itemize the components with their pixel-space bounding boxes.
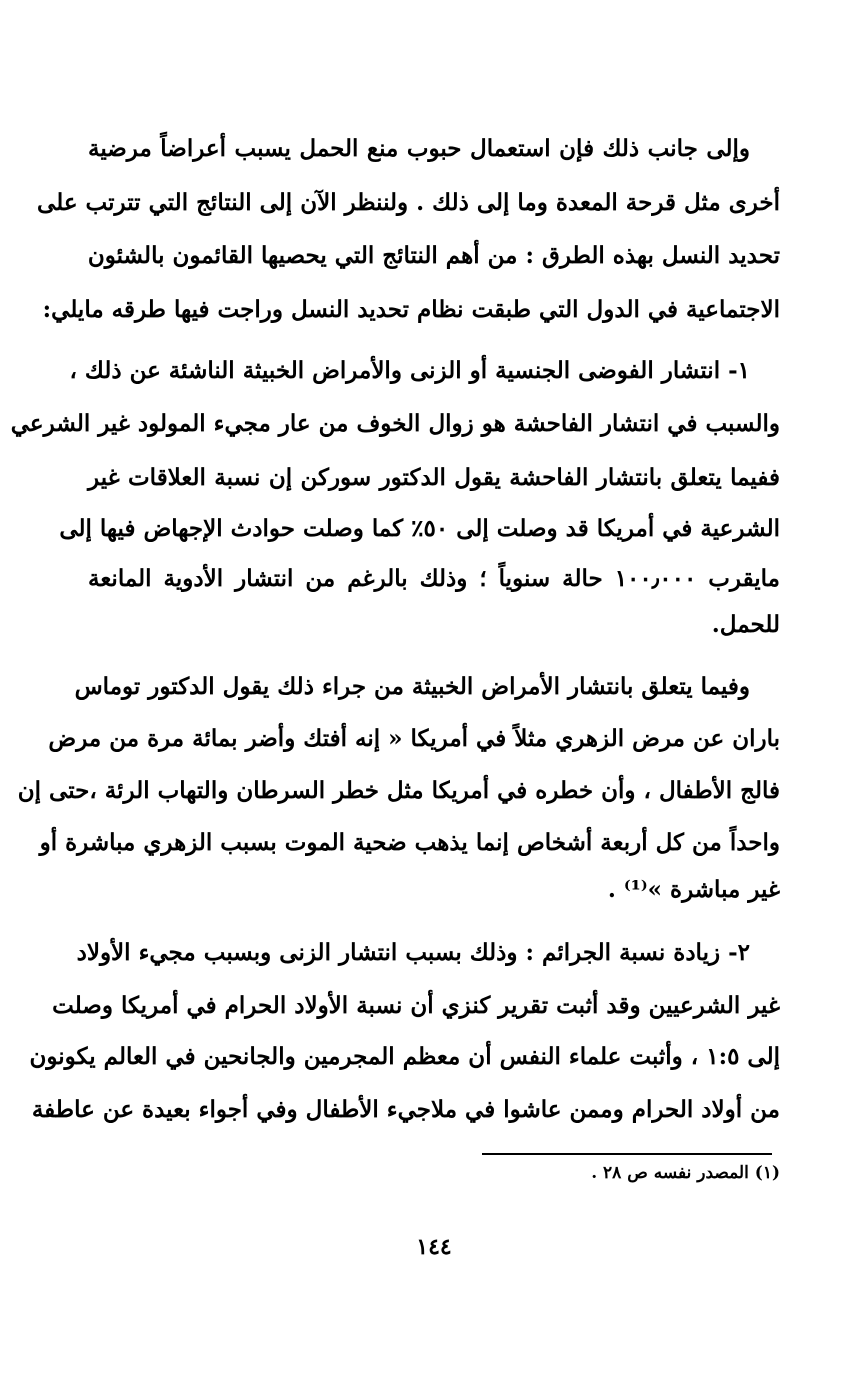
- footnote-separator: [482, 1153, 772, 1155]
- paragraph-2-line-3: ففيما يتعلق بانتشار الفاحشة يقول الدكتور سوركن إن نسبة العلاقات غير: [88, 464, 780, 491]
- paragraph-3-line-1: وفيما يتعلق بانتشار الأمراض الخبيثة من جراء ذلك يقول الدكتور توماس: [74, 673, 750, 700]
- page-number: ١٤٤: [416, 1234, 452, 1260]
- paragraph-4-line-3: إلى ١:٥ ، وأثبت علماء النفس أن معظم المجرمين والجانحين في العالم يكونون: [29, 1043, 780, 1070]
- paragraph-3-line-5: غير مباشرة »⁽¹⁾ .: [607, 876, 780, 903]
- footnote: (١) المصدر نفسه ص ٢٨ .: [591, 1163, 780, 1183]
- paragraph-2-line-6: للحمل.: [711, 611, 780, 638]
- paragraph-1-line-4: الاجتماعية في الدول التي طبقت نظام تحديد النسل وراجت فيها طرقه مايلي:: [42, 296, 780, 323]
- paragraph-1-line-1: وإلى جانب ذلك فإن استعمال حبوب منع الحمل يسبب أعراضاً مرضية: [88, 135, 750, 162]
- paragraph-2-line-5: مايقرب ١٠٠٫٠٠٠ حالة سنوياً ؛ وذلك بالرغم من انتشار الأدوية المانعة: [88, 565, 780, 592]
- paragraph-3-line-3: فالج الأطفال ، وأن خطره في أمريكا مثل خطر السرطان والتهاب الرئة ،حتى إن: [17, 777, 780, 804]
- paragraph-1-line-2: أخرى مثل قرحة المعدة وما إلى ذلك . ولننظر الآن إلى النتائج التي تترتب على: [37, 189, 780, 216]
- paragraph-1-line-3: تحديد النسل بهذه الطرق : من أهم النتائج التي يحصيها القائمون بالشئون: [87, 242, 780, 269]
- paragraph-3-line-4: واحداً من كل أربعة أشخاص إنما يذهب ضحية الموت بسبب الزهري مباشرة أو: [39, 829, 780, 856]
- paragraph-2-line-2: والسبب في انتشار الفاحشة هو زوال الخوف من عار مجيء المولود غير الشرعي: [10, 410, 780, 437]
- paragraph-4-line-2: غير الشرعيين وقد أثبت تقرير كنزي أن نسبة الأولاد الحرام في أمريكا وصلت: [52, 992, 780, 1019]
- paragraph-2-line-1: ١- انتشار الفوضى الجنسية أو الزنى والأمراض الخبيثة الناشئة عن ذلك ،: [69, 357, 750, 384]
- paragraph-2-line-4: الشرعية في أمريكا قد وصلت إلى ٥٠٪ كما وصلت حوادث الإجهاض فيها إلى: [59, 515, 780, 542]
- paragraph-4-line-1: ٢- زيادة نسبة الجرائم : وذلك بسبب انتشار الزنى وبسبب مجيء الأولاد: [76, 939, 750, 966]
- paragraph-4-line-4: من أولاد الحرام وممن عاشوا في ملاجيء الأطفال وفي أجواء بعيدة عن عاطفة: [31, 1096, 780, 1123]
- paragraph-3-line-2: باران عن مرض الزهري مثلاً في أمريكا « إنه أفتك وأضر بمائة مرة من مرض: [48, 725, 780, 752]
